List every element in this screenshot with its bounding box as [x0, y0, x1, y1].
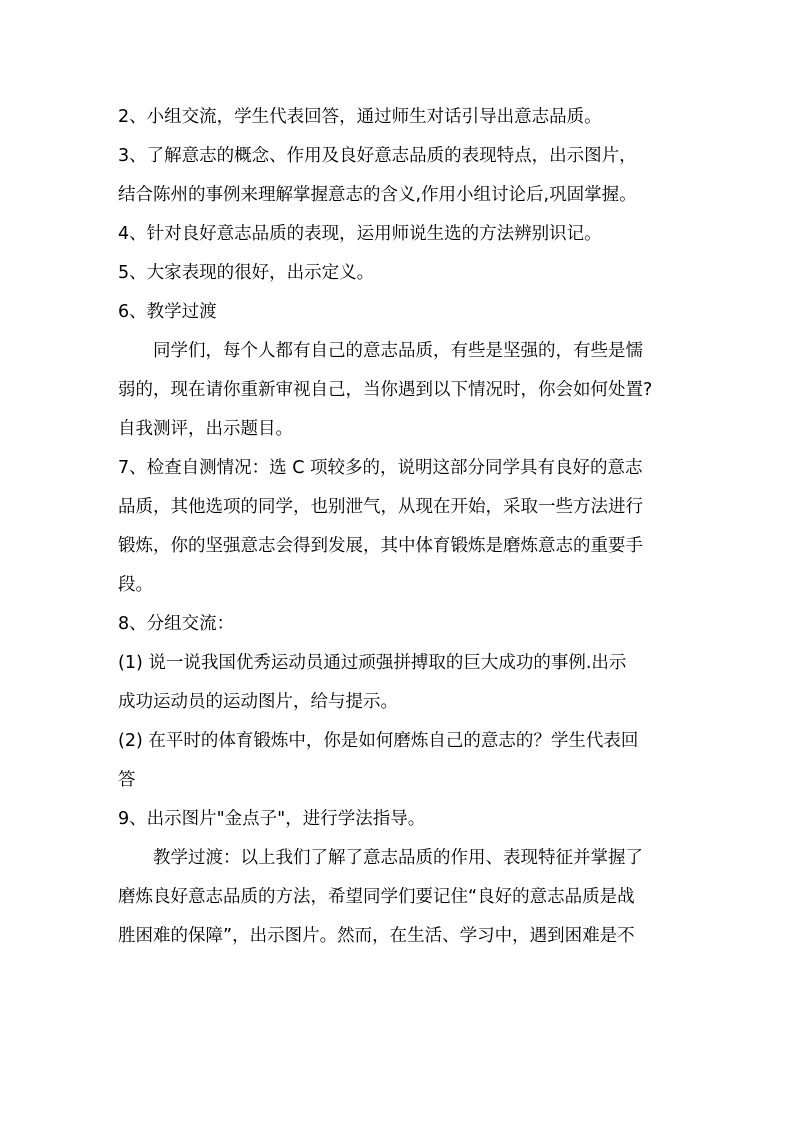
text-line: 3、了解意志的概念、作用及良好意志品质的表现特点，出示图片， — [118, 146, 637, 166]
text-line: 段。 — [118, 575, 153, 595]
document-body — [118, 98, 678, 956]
text-line: 成功运动员的运动图片，给与提示。 — [118, 692, 398, 712]
text-line: 同学们，每个人都有自己的意志品质，有些是坚强的，有些是懦 — [153, 341, 643, 361]
text-line: 弱的，现在请你重新审视自己，当你遇到以下情况时，你会如何处置? — [118, 380, 653, 400]
text-line: 答 — [118, 770, 136, 790]
text-line: 8、分组交流： — [118, 614, 235, 634]
text-line: 教学过渡：以上我们了解了意志品质的作用、表现特征并掌握了 — [153, 848, 643, 868]
text-line: 结合陈州的事例来理解掌握意志的含义,作用小组讨论后,巩固掌握。 — [118, 185, 637, 205]
text-line: 品质，其他选项的同学，也别泄气，从现在开始，采取一些方法进行 — [118, 497, 643, 517]
text-line: 2、小组交流，学生代表回答，通过师生对话引导出意志品质。 — [118, 107, 602, 127]
text-line: 胜困难的保障”，出示图片。然而，在生活、学习中，遇到困难是不 — [118, 926, 635, 946]
text-line: (2) 在平时的体育锻炼中，你是如何磨炼自己的意志的？学生代表回 — [118, 731, 639, 751]
text-line: (1) 说一说我国优秀运动员通过顽强拼搏取的巨大成功的事例.出示 — [118, 653, 627, 673]
text-line: 磨炼良好意志品质的方法，希望同学们要记住“良好的意志品质是战 — [118, 887, 635, 907]
text-line: 6、教学过渡 — [118, 302, 217, 322]
text-line: 9、出示图片"金点子"，进行学法指导。 — [118, 809, 426, 829]
text-line: 自我测评，出示题目。 — [118, 419, 293, 439]
text-line: 4、针对良好意志品质的表现，运用师说生选的方法辨别识记。 — [118, 224, 602, 244]
text-line: 7、检查自测情况：选 C 项较多的，说明这部分同学具有良好的意志 — [118, 458, 643, 478]
text-line: 锻炼，你的坚强意志会得到发展，其中体育锻炼是磨炼意志的重要手 — [118, 536, 643, 556]
text-line: 5、大家表现的很好，出示定义。 — [118, 263, 375, 283]
